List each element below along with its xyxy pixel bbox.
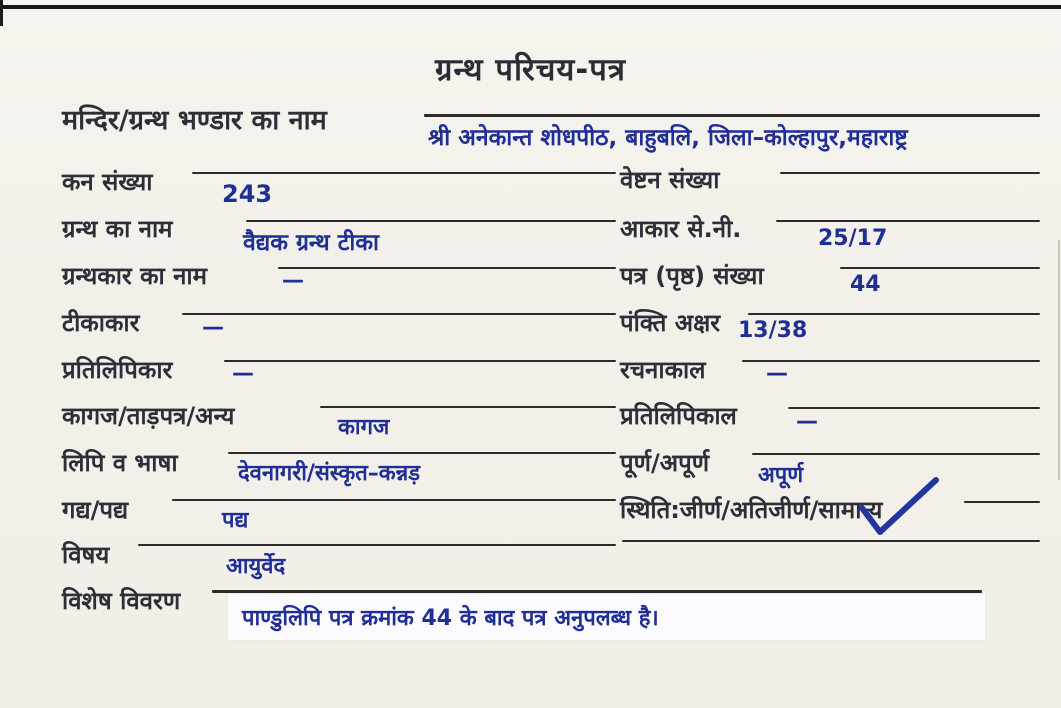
rule-line	[752, 453, 1040, 455]
rule-line	[224, 360, 616, 362]
field-label-granth-ka-naam: ग्रन्थ का नाम	[62, 215, 173, 243]
field-label-kagaz-tadpatra-anya: कागज/ताड़पत्र/अन्य	[62, 402, 235, 430]
field-label-aakar-cm: आकार से.नी.	[620, 215, 742, 243]
field-value-granthkar-ka-naam: —	[282, 268, 304, 293]
field-label-pratilipikar: प्रतिलिपिकार	[62, 356, 173, 384]
field-value-lipi-va-bhasha: देवनागरी/संस्कृत–कन्नड़	[238, 461, 421, 486]
rule-line	[212, 590, 982, 593]
field-value-granth-ka-naam: वैद्यक ग्रन्थ टीका	[243, 230, 379, 256]
field-value-vishay: आयुर्वेद	[226, 554, 286, 579]
field-value-kagaz-tadpatra-anya: कागज	[338, 415, 390, 440]
rule-line	[246, 220, 616, 222]
field-label-pratilipikaal: प्रतिलिपिकाल	[620, 402, 737, 430]
rule-line	[182, 313, 616, 315]
field-label-kram-sankhya: कन संख्या	[62, 168, 153, 196]
field-value-gadya-padya: पद्य	[222, 508, 249, 533]
rule-line	[228, 452, 616, 454]
field-value-kram-sankhya: 243	[222, 180, 273, 208]
field-value-pratilipikaal: —	[796, 409, 818, 434]
rule-line	[622, 540, 1040, 542]
field-value-pratilipikar: —	[232, 361, 254, 386]
field-label-granthkar-ka-naam: ग्रन्थकार का नाम	[62, 262, 207, 290]
field-value-aakar-cm: 25/17	[818, 226, 888, 251]
rule-line	[788, 407, 1040, 409]
rule-line	[748, 313, 1040, 315]
rule-line	[192, 172, 616, 174]
field-label-patra-prushth-sankhya: पत्र (पृष्ठ) संख्या	[620, 262, 764, 290]
field-label-gadya-padya: गद्य/पद्य	[62, 496, 129, 524]
field-label-purn-apurn: पूर्ण/अपूर्ण	[620, 449, 710, 477]
field-value-vishesh-vivaran: पाण्डुलिपि पत्र क्रमांक 44 के बाद पत्र अनुपलब्ध है।	[242, 606, 659, 631]
scan-top-border	[0, 5, 1061, 9]
field-label-tikakar: टीकाकार	[62, 309, 140, 337]
rule-line	[138, 544, 616, 546]
scan-artifact-left-edge	[0, 0, 3, 26]
rule-line	[424, 114, 1040, 117]
field-value-mandir-granth-bhandar: श्री अनेकान्त शोधपीठ, बाहुबलि, जिला–कोल्हापुर,महाराष्ट्र	[428, 125, 908, 151]
rule-line	[776, 220, 1040, 222]
rule-line	[964, 501, 1040, 503]
field-label-veshtan-sankhya: वेष्टन संख्या	[620, 166, 720, 194]
field-label-sthiti: स्थिति:जीर्ण/अतिजीर्ण/सामान्य	[620, 496, 883, 524]
field-value-rachnakal: —	[766, 361, 788, 386]
field-value-pankti-akshar: 13/38	[738, 318, 808, 343]
field-value-tikakar: —	[202, 315, 224, 340]
field-label-mandir-granth-bhandar: मन्दिर/ग्रन्थ भण्डार का नाम	[62, 105, 327, 136]
page-title: ग्रन्थ परिचय-पत्र	[435, 52, 626, 88]
rule-line	[320, 406, 616, 408]
rule-line	[278, 267, 616, 269]
field-value-patra-prushth-sankhya: 44	[850, 272, 881, 297]
field-label-lipi-va-bhasha: लिपि व भाषा	[62, 449, 178, 477]
scan-artifact-right-edge	[1058, 240, 1060, 480]
rule-line	[172, 499, 616, 501]
field-label-vishesh-vivaran: विशेष विवरण	[62, 587, 181, 615]
field-label-rachnakal: रचनाकाल	[620, 356, 706, 384]
field-label-vishay: विषय	[62, 541, 110, 569]
rule-line	[780, 172, 1040, 174]
field-label-pankti-akshar: पंक्ति अक्षर	[620, 309, 721, 337]
field-value-purn-apurn: अपूर्ण	[758, 463, 804, 488]
checkmark-icon	[856, 474, 942, 540]
rule-line	[840, 267, 1040, 269]
